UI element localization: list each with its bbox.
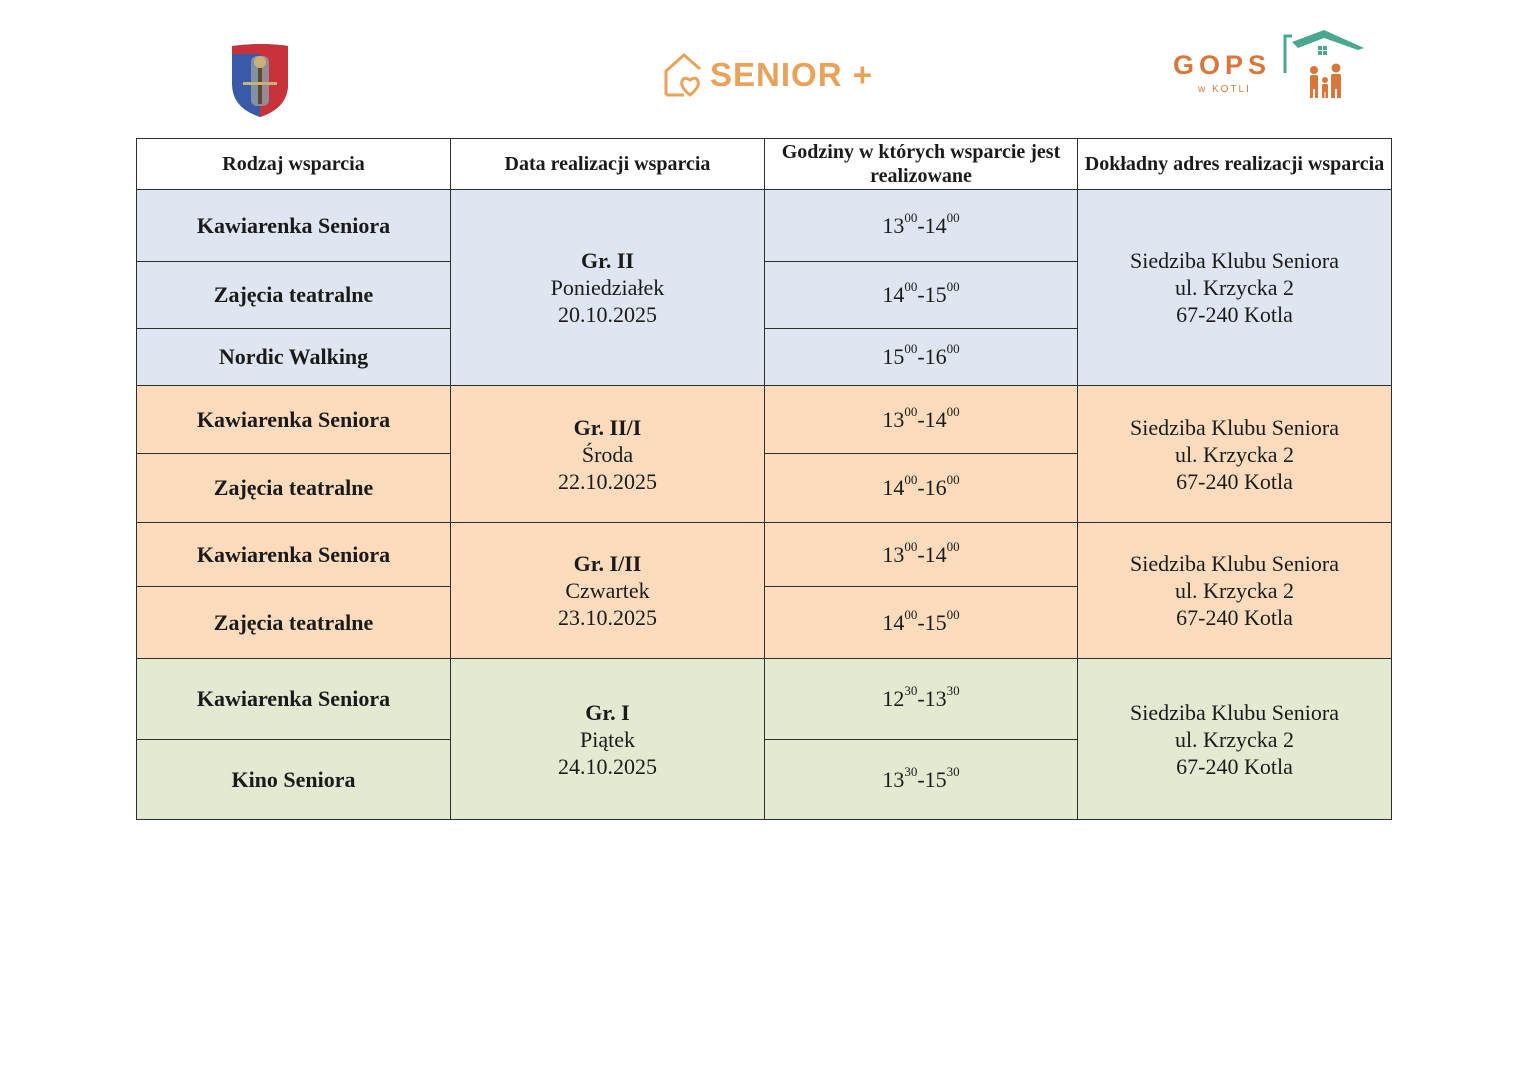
end-hour: 14 bbox=[924, 406, 947, 432]
hours-cell: $13^{00}-14^{00}$ bbox=[765, 523, 1078, 587]
end-hour: 14 bbox=[924, 541, 947, 567]
address-line: ul. Krzycka 2 bbox=[1174, 726, 1295, 752]
date-cell bbox=[451, 386, 765, 523]
date-cell bbox=[451, 523, 765, 659]
end-minutes: 00 bbox=[946, 472, 960, 487]
header-type: Rodzaj wsparcia bbox=[137, 139, 451, 190]
table-row bbox=[137, 659, 1392, 740]
date-cell bbox=[451, 190, 765, 386]
weekday: Poniedziałek bbox=[550, 275, 665, 300]
gops-word: GOPS bbox=[1173, 50, 1272, 80]
support-type: Zajęcia teatralne bbox=[137, 454, 451, 523]
date-value: 23.10.2025 bbox=[558, 605, 657, 630]
start-minutes: 00 bbox=[904, 341, 918, 356]
start-hour: 14 bbox=[882, 609, 905, 635]
support-type: Zajęcia teatralne bbox=[137, 587, 451, 659]
end-minutes: 00 bbox=[946, 606, 960, 622]
support-type: Nordic Walking bbox=[137, 329, 451, 386]
date-value: 22.10.2025 bbox=[558, 468, 657, 494]
end-minutes: 00 bbox=[946, 279, 960, 294]
start-minutes: 00 bbox=[904, 209, 918, 225]
start-hour: 13 bbox=[882, 212, 905, 238]
address-line: Siedziba Klubu Seniora bbox=[1130, 248, 1339, 273]
end-hour: 15 bbox=[924, 609, 947, 635]
group-label: Gr. II bbox=[581, 248, 634, 273]
address-line: 67-240 Kotla bbox=[1176, 302, 1293, 327]
end-hour: 14 bbox=[924, 212, 947, 238]
start-minutes: 00 bbox=[904, 606, 918, 622]
address-line: ul. Krzycka 2 bbox=[1174, 578, 1295, 603]
weekday: Piątek bbox=[580, 726, 635, 752]
header-address: Dokładny adres realizacji wsparcia bbox=[1078, 139, 1392, 190]
start-hour: 15 bbox=[882, 344, 905, 369]
address-line: ul. Krzycka 2 bbox=[1174, 441, 1295, 467]
start-hour: 12 bbox=[882, 686, 905, 711]
date-value: 24.10.2025 bbox=[558, 753, 657, 779]
address-line: 67-240 Kotla bbox=[1176, 468, 1293, 494]
hours-cell: $14^{00}-16^{00}$ bbox=[765, 454, 1078, 523]
table-row bbox=[137, 190, 1392, 262]
end-minutes: 00 bbox=[946, 403, 960, 419]
hours-cell: $12^{30}-13^{30}$ bbox=[765, 659, 1078, 740]
start-minutes: 00 bbox=[904, 279, 918, 294]
address-cell bbox=[1078, 523, 1392, 659]
table-row bbox=[137, 386, 1392, 454]
end-hour: 15 bbox=[924, 282, 947, 307]
address-cell bbox=[1078, 659, 1392, 820]
start-minutes: 00 bbox=[904, 538, 918, 554]
start-minutes: 00 bbox=[904, 472, 918, 487]
end-minutes: 30 bbox=[946, 763, 960, 779]
group-label: Gr. I/II bbox=[573, 551, 642, 576]
address-line: Siedziba Klubu Seniora bbox=[1130, 414, 1339, 440]
end-minutes: 30 bbox=[946, 683, 960, 698]
start-minutes: 00 bbox=[904, 403, 918, 419]
start-hour: 14 bbox=[882, 282, 905, 307]
coat-of-arms-icon bbox=[229, 42, 291, 118]
header-date: Data realizacji wsparcia bbox=[451, 139, 765, 190]
support-type: Kawiarenka Seniora bbox=[137, 659, 451, 740]
gops-logo bbox=[1170, 28, 1370, 103]
group-label: Gr. I bbox=[585, 699, 630, 725]
address-line: Siedziba Klubu Seniora bbox=[1130, 551, 1339, 576]
start-hour: 13 bbox=[882, 541, 905, 567]
address-cell bbox=[1078, 386, 1392, 523]
support-type: Kawiarenka Seniora bbox=[137, 523, 451, 587]
address-cell bbox=[1078, 190, 1392, 386]
weekday: Środa bbox=[581, 441, 634, 467]
end-hour: 16 bbox=[924, 344, 947, 369]
address-line: 67-240 Kotla bbox=[1176, 605, 1293, 630]
start-minutes: 30 bbox=[904, 763, 918, 779]
address-line: Siedziba Klubu Seniora bbox=[1130, 699, 1339, 725]
table-row bbox=[137, 523, 1392, 587]
support-type: Kawiarenka Seniora bbox=[137, 386, 451, 454]
hours-cell: $13^{30}-15^{30}$ bbox=[765, 740, 1078, 820]
hours-cell: $13^{00}-14^{00}$ bbox=[765, 386, 1078, 454]
weekday: Czwartek bbox=[565, 578, 650, 603]
hours-cell: $13^{00}-14^{00}$ bbox=[765, 190, 1078, 262]
hours-cell: $15^{00}-16^{00}$ bbox=[765, 329, 1078, 386]
support-type: Zajęcia teatralne bbox=[137, 262, 451, 329]
end-hour: 16 bbox=[924, 475, 947, 500]
hours-cell: $14^{00}-15^{00}$ bbox=[765, 262, 1078, 329]
hours-cell: $14^{00}-15^{00}$ bbox=[765, 587, 1078, 659]
header-hours: Godziny w których wsparcie jest realizowane bbox=[765, 139, 1078, 190]
start-hour: 13 bbox=[882, 766, 905, 792]
address-line: ul. Krzycka 2 bbox=[1174, 275, 1295, 300]
start-hour: 14 bbox=[882, 475, 905, 500]
gops-subtitle: w KOTLI bbox=[1198, 84, 1251, 95]
end-minutes: 00 bbox=[946, 341, 960, 356]
start-hour: 13 bbox=[882, 406, 905, 432]
schedule-table bbox=[136, 138, 1392, 820]
header-row bbox=[137, 139, 1392, 190]
end-minutes: 00 bbox=[946, 538, 960, 554]
support-type: Kawiarenka Seniora bbox=[137, 190, 451, 262]
end-hour: 13 bbox=[924, 686, 947, 711]
date-value: 20.10.2025 bbox=[558, 302, 657, 327]
senior-plus-word: SENIOR + bbox=[710, 56, 873, 93]
house-heart-icon bbox=[660, 51, 708, 99]
address-line: 67-240 Kotla bbox=[1176, 753, 1293, 779]
start-minutes: 30 bbox=[904, 683, 918, 698]
support-type: Kino Seniora bbox=[137, 740, 451, 820]
date-cell bbox=[451, 659, 765, 820]
end-minutes: 00 bbox=[946, 209, 960, 225]
senior-plus-logo bbox=[660, 50, 873, 100]
end-hour: 15 bbox=[924, 766, 947, 792]
family-house-icon bbox=[1280, 28, 1370, 100]
group-label: Gr. II/I bbox=[573, 414, 642, 440]
